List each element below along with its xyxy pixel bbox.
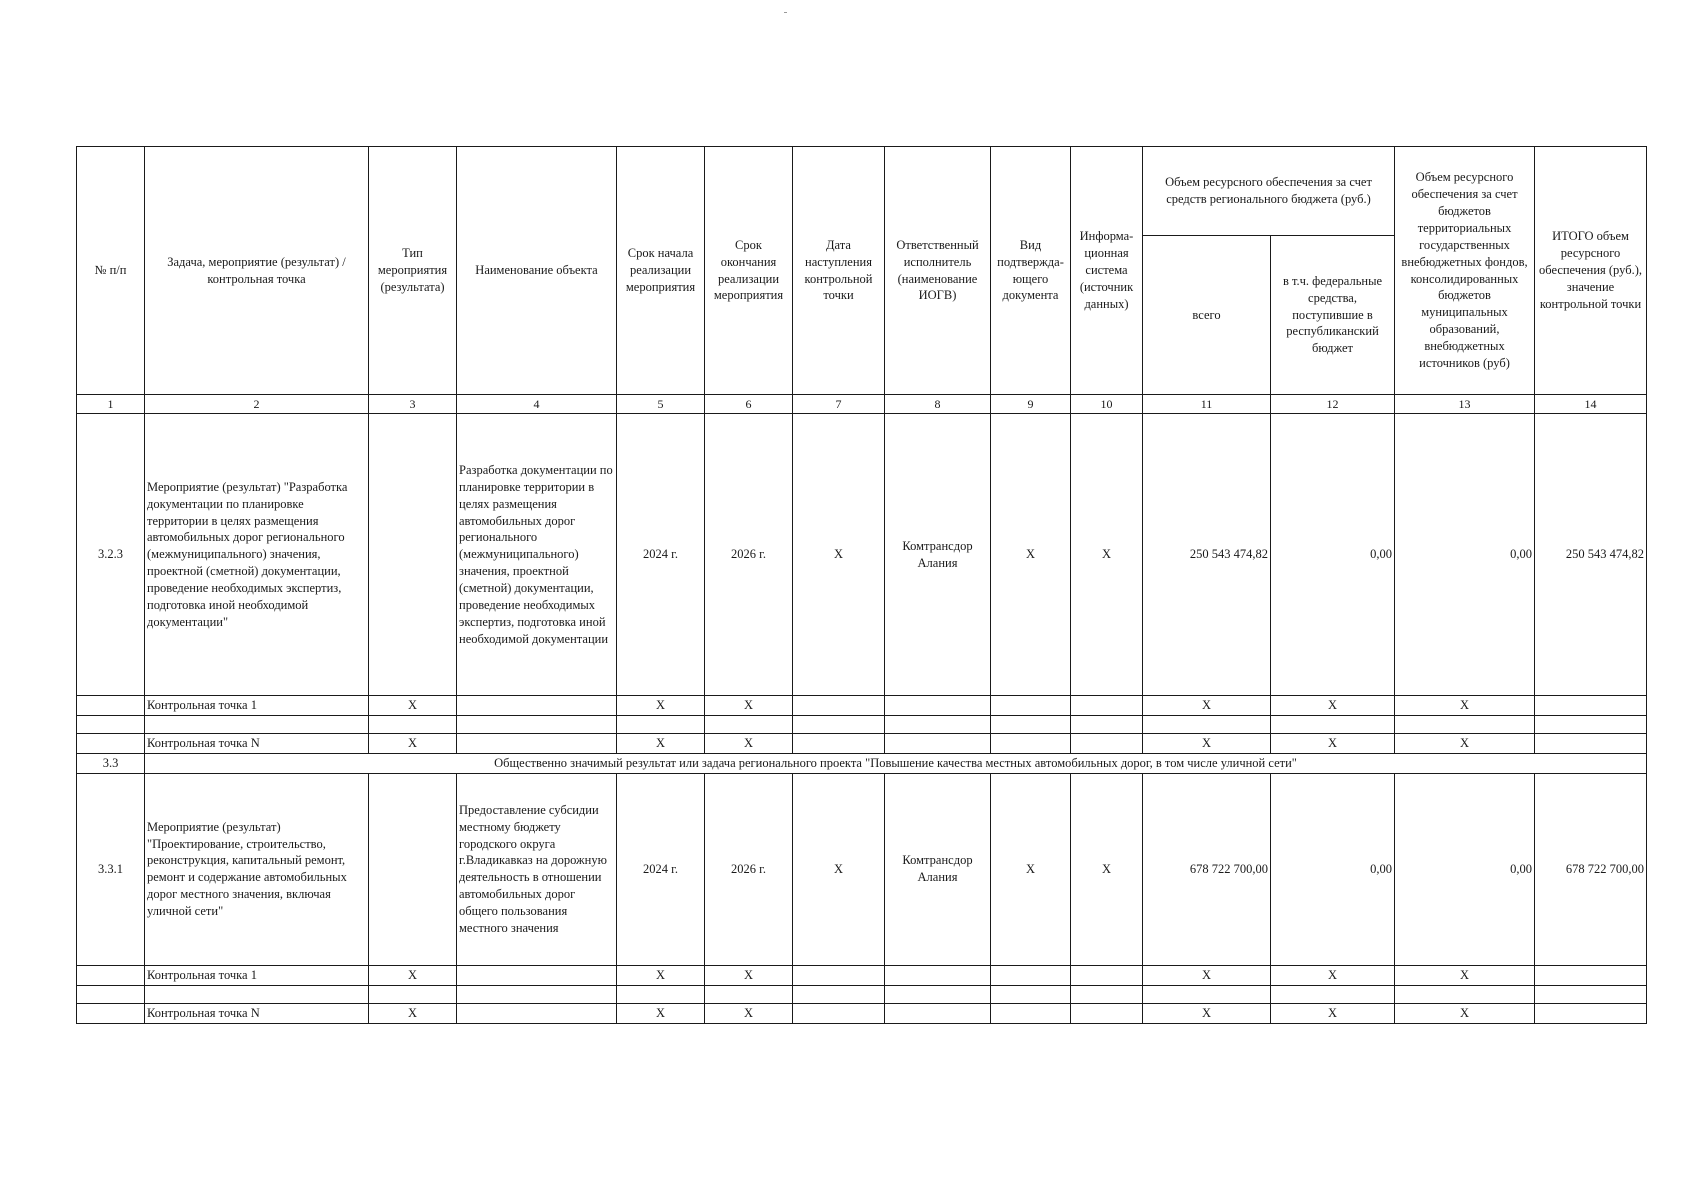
- executor: Комтрансдор Алания: [885, 414, 991, 696]
- grand-total: 250 543 474,82: [1535, 414, 1647, 696]
- federal-funds: 0,00: [1271, 414, 1395, 696]
- col-number: 14: [1535, 395, 1647, 414]
- col-number: 2: [145, 395, 369, 414]
- mark-cell: X: [1143, 696, 1271, 716]
- checkpoint-label: Контрольная точка 1: [145, 965, 369, 985]
- mark-cell: X: [1271, 734, 1395, 754]
- end-date: 2026 г.: [705, 773, 793, 965]
- header-col-12: в т.ч. федеральные средства, поступившие в республиканский бюджет: [1271, 236, 1395, 395]
- regional-total: 678 722 700,00: [1143, 773, 1271, 965]
- col-number: 5: [617, 395, 705, 414]
- mark-cell: X: [1143, 965, 1271, 985]
- col-number: 1: [77, 395, 145, 414]
- end-date: 2026 г.: [705, 414, 793, 696]
- col-number: 8: [885, 395, 991, 414]
- mark-cell: X: [1395, 1003, 1535, 1023]
- col-number: 10: [1071, 395, 1143, 414]
- header-group-regional: Объем ресурсного обеспечения за счет средств регионального бюджета (руб.): [1143, 147, 1395, 236]
- mark-cell: X: [705, 734, 793, 754]
- col-number: 3: [369, 395, 457, 414]
- scan-speck: [784, 12, 787, 13]
- mark-cell: X: [617, 696, 705, 716]
- col-number: 11: [1143, 395, 1271, 414]
- table-row-3-2-3: [77, 414, 1647, 696]
- mark-cell: X: [369, 734, 457, 754]
- header-col-13: Объем ресурсного обеспечения за счет бюджетов территориальных государственных внебюджетных фондов, консолидированных бюджетов муниципальных образований, внебюджетных источников (руб): [1395, 147, 1535, 395]
- federal-funds: 0,00: [1271, 773, 1395, 965]
- header-col-10: Информа-ционная система (источник данных): [1071, 147, 1143, 395]
- mark-cell: X: [617, 965, 705, 985]
- header-col-3: Тип мероприятия (результата): [369, 147, 457, 395]
- table-row-section-3-3: [77, 753, 1647, 773]
- mark-cell: X: [1395, 696, 1535, 716]
- col-number: 13: [1395, 395, 1535, 414]
- mark-cell: X: [1271, 965, 1395, 985]
- task-name: Мероприятие (результат) "Проектирование, строительство, реконструкция, капитальный ремонт, ремонт и содержание автомобильных дорог местного значения, включая уличной сети": [145, 773, 369, 965]
- mark-cell: X: [1395, 734, 1535, 754]
- checkpoint-label: Контрольная точка 1: [145, 696, 369, 716]
- type-cell: [369, 773, 457, 965]
- mark-cell: X: [705, 696, 793, 716]
- column-number-row: [77, 395, 1647, 414]
- mark-cell: X: [369, 1003, 457, 1023]
- col-number: 9: [991, 395, 1071, 414]
- header-col-8: Ответственный исполнитель (наименование ИОГВ): [885, 147, 991, 395]
- table-row-blank: [77, 985, 1647, 1003]
- header-col-14: ИТОГО объем ресурсного обеспечения (руб.), значение контрольной точки: [1535, 147, 1647, 395]
- header-col-4: Наименование объекта: [457, 147, 617, 395]
- mark-cell: X: [1271, 1003, 1395, 1023]
- header-col-5: Срок начала реализации мероприятия: [617, 147, 705, 395]
- mark-cell: X: [369, 696, 457, 716]
- table-row-checkpoint: [77, 696, 1647, 716]
- task-name: Мероприятие (результат) "Разработка документации по планировке территории в целях размещения автомобильных дорог регионального (межмуниципального) значения, проектной (сметной) документации, проведение необходимых экспертиз, подготовка иной необходимой документации": [145, 414, 369, 696]
- resource-table: [76, 146, 1647, 1024]
- row-number: 3.2.3: [77, 414, 145, 696]
- header-col-9: Вид подтвержда-ющего документа: [991, 147, 1071, 395]
- checkpoint-date: X: [793, 773, 885, 965]
- mark-cell: X: [1271, 696, 1395, 716]
- checkpoint-date: X: [793, 414, 885, 696]
- mark-cell: X: [617, 1003, 705, 1023]
- document-type: X: [991, 773, 1071, 965]
- start-date: 2024 г.: [617, 773, 705, 965]
- mark-cell: X: [1143, 734, 1271, 754]
- start-date: 2024 г.: [617, 414, 705, 696]
- mark-cell: X: [705, 1003, 793, 1023]
- grand-total: 678 722 700,00: [1535, 773, 1647, 965]
- header-row-1: [77, 147, 1647, 236]
- info-system: X: [1071, 414, 1143, 696]
- mark-cell: X: [369, 965, 457, 985]
- other-funds: 0,00: [1395, 414, 1535, 696]
- table-row-blank: [77, 716, 1647, 734]
- mark-cell: X: [1143, 1003, 1271, 1023]
- object-name: Предоставление субсидии местному бюджету городского округа г.Владикавказ на дорожную деятельность в отношении автомобильных дорог общего пользования местного значения: [457, 773, 617, 965]
- table-row-3-3-1: [77, 773, 1647, 965]
- col-number: 4: [457, 395, 617, 414]
- col-number: 6: [705, 395, 793, 414]
- mark-cell: X: [705, 965, 793, 985]
- info-system: X: [1071, 773, 1143, 965]
- mark-cell: X: [1395, 965, 1535, 985]
- col-number: 12: [1271, 395, 1395, 414]
- section-number: 3.3: [77, 753, 145, 773]
- row-number: 3.3.1: [77, 773, 145, 965]
- table-row-checkpoint: [77, 965, 1647, 985]
- table-row-checkpoint: [77, 1003, 1647, 1023]
- type-cell: [369, 414, 457, 696]
- object-name: Разработка документации по планировке территории в целях размещения автомобильных дорог регионального (межмуниципального) значения, проектной (сметной) документации, проведение необходимых экспертиз, подготовка иной необходимой документации: [457, 414, 617, 696]
- document-type: X: [991, 414, 1071, 696]
- checkpoint-label: Контрольная точка N: [145, 1003, 369, 1023]
- header-col-11: всего: [1143, 236, 1271, 395]
- other-funds: 0,00: [1395, 773, 1535, 965]
- regional-total: 250 543 474,82: [1143, 414, 1271, 696]
- table-row-checkpoint: [77, 734, 1647, 754]
- col-number: 7: [793, 395, 885, 414]
- section-title: Общественно значимый результат или задача регионального проекта "Повышение качества местных автомобильных дорог, в том числе уличной сети": [145, 753, 1647, 773]
- checkpoint-label: Контрольная точка N: [145, 734, 369, 754]
- header-col-7: Дата наступления контрольной точки: [793, 147, 885, 395]
- executor: Комтрансдор Алания: [885, 773, 991, 965]
- header-col-6: Срок окончания реализации мероприятия: [705, 147, 793, 395]
- mark-cell: X: [617, 734, 705, 754]
- header-col-2: Задача, мероприятие (результат) / контрольная точка: [145, 147, 369, 395]
- header-col-1: № п/п: [77, 147, 145, 395]
